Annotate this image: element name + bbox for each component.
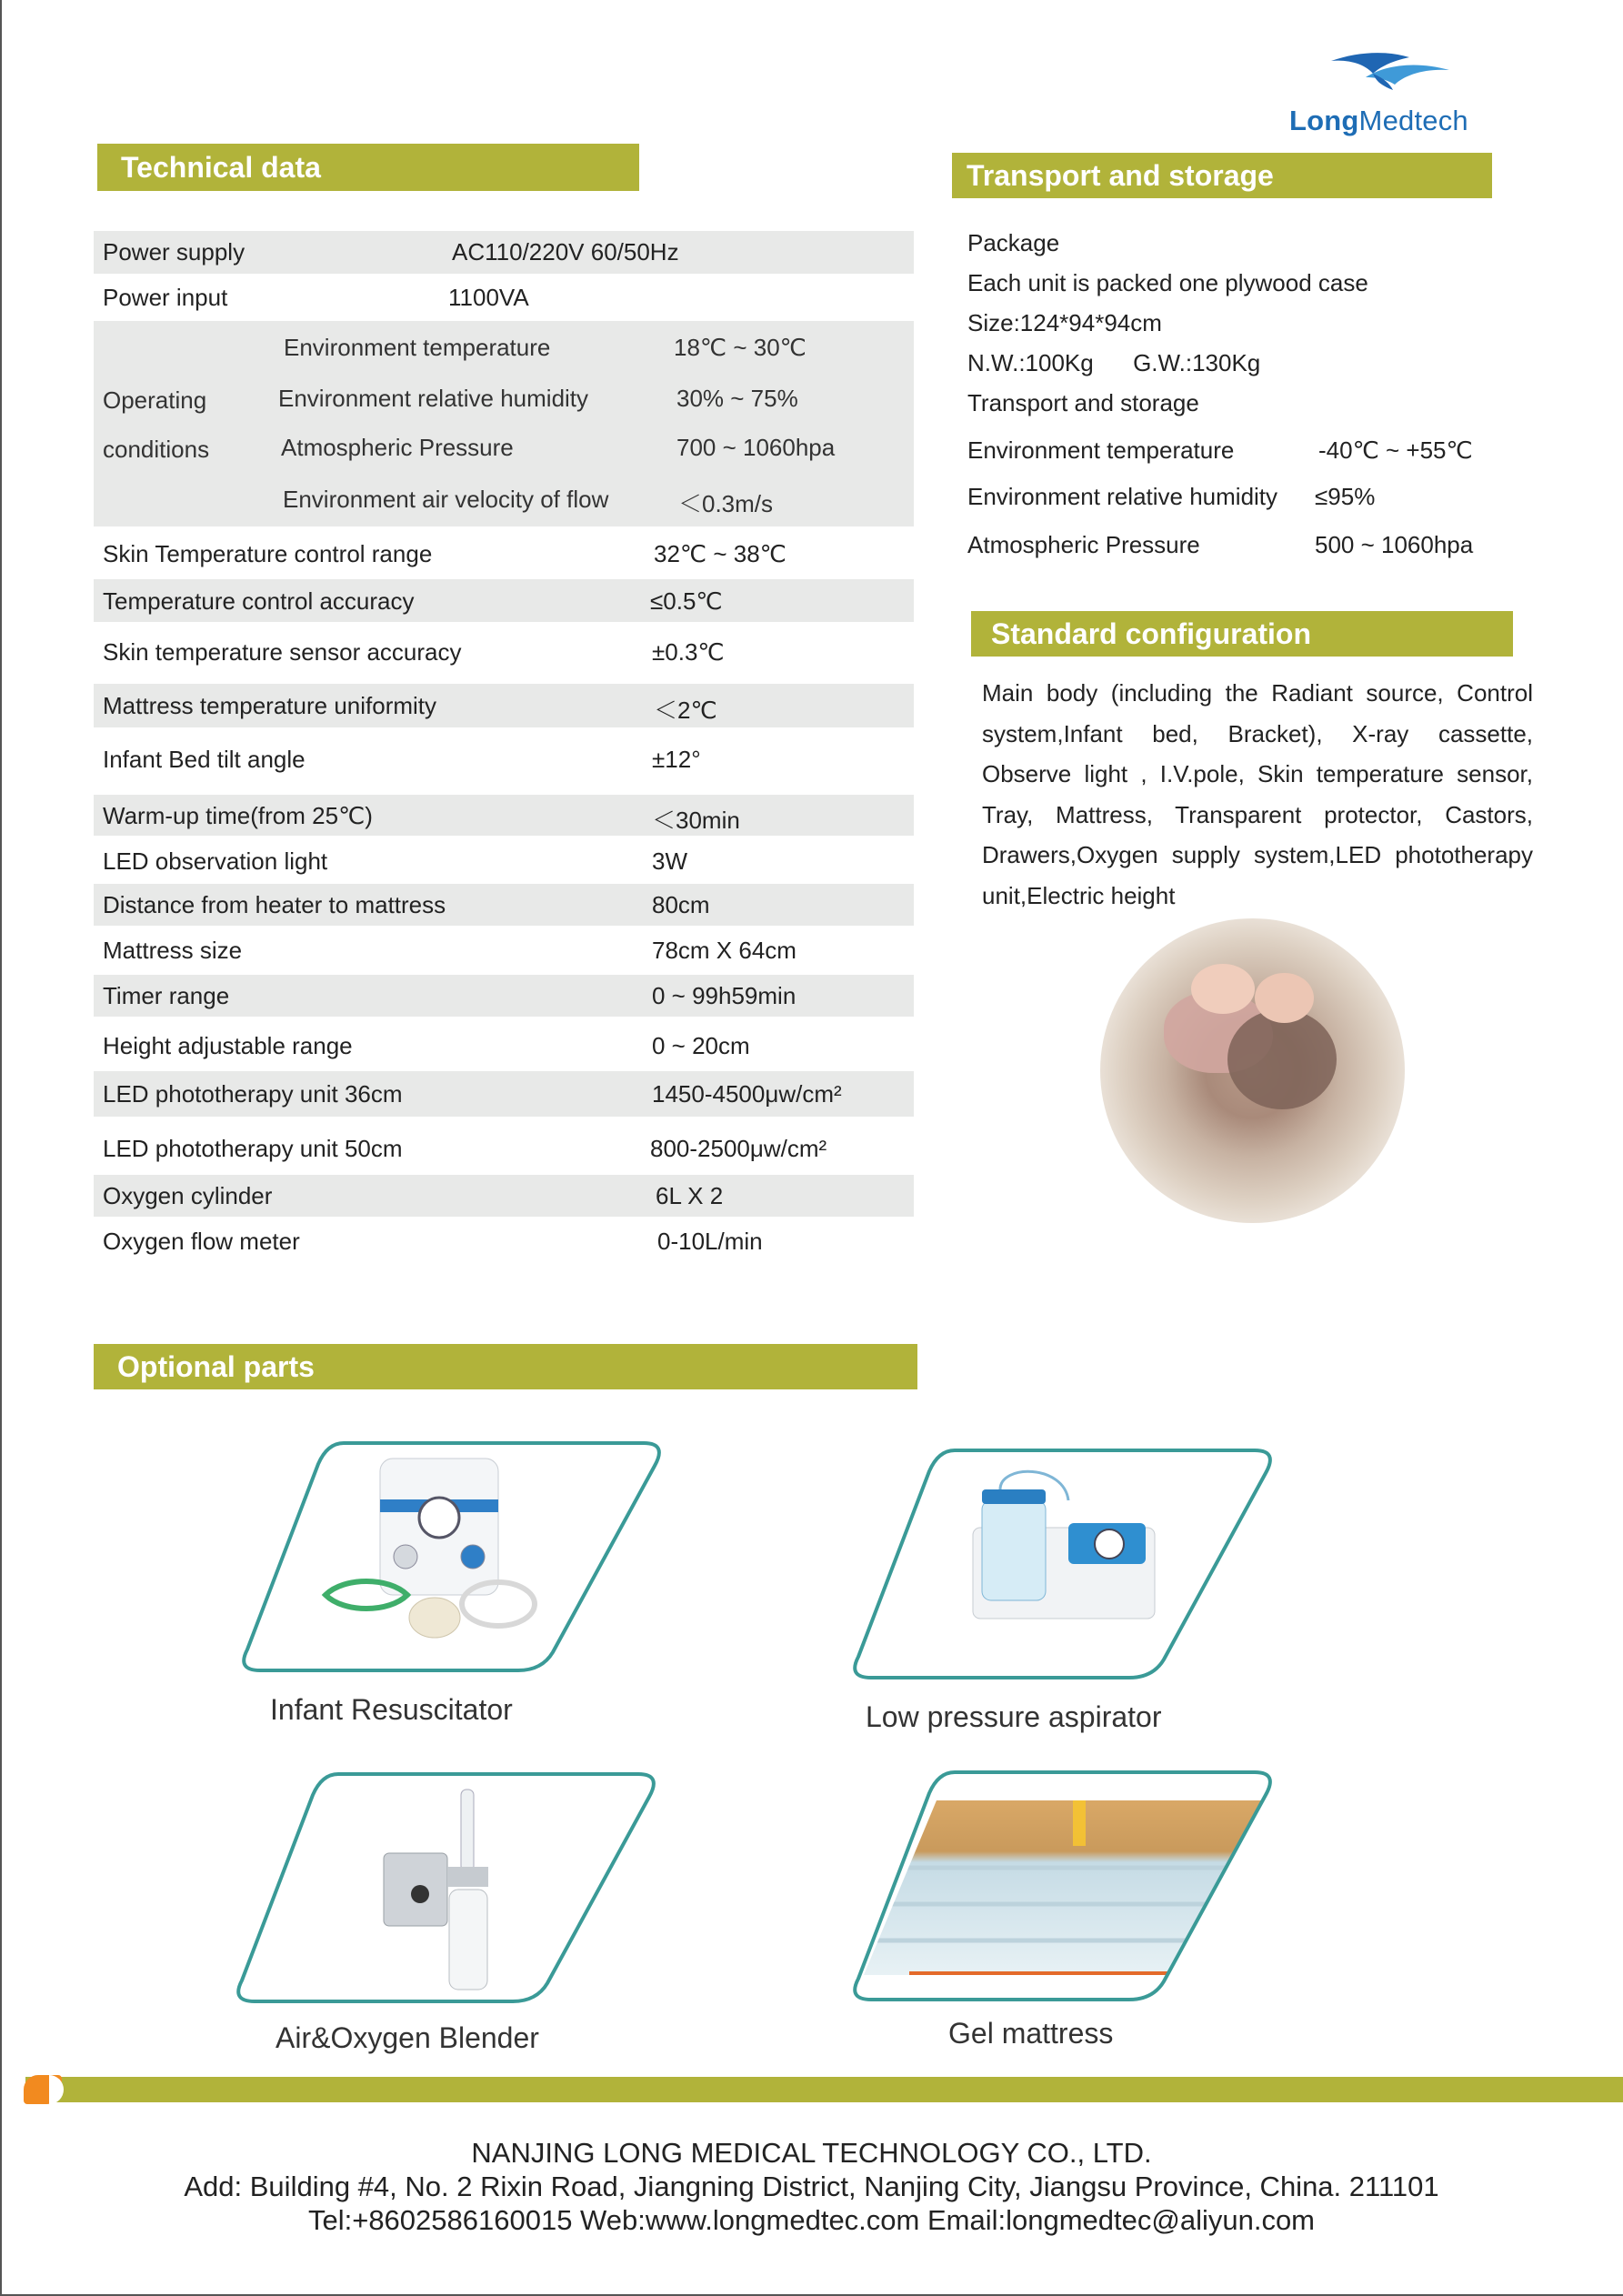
optional-part-card xyxy=(846,1446,1278,1682)
standard-configuration-header xyxy=(971,611,1513,657)
row-label: LED observation light xyxy=(103,847,328,875)
transport-condition-label: Environment relative humidity xyxy=(967,483,1278,510)
resuscitator-icon xyxy=(307,1449,562,1659)
row-value: ≤0.5℃ xyxy=(650,587,723,615)
bird-logo-icon xyxy=(1329,50,1452,100)
table-row xyxy=(94,929,914,971)
row-label: Oxygen cylinder xyxy=(103,1182,273,1209)
table-row xyxy=(94,736,914,783)
transport-line: Package xyxy=(967,229,1060,256)
optional-part-card xyxy=(229,1770,662,2006)
logo xyxy=(1282,50,1491,141)
row-value: 80cm xyxy=(652,891,710,918)
row-value: AC110/220V 60/50Hz xyxy=(452,238,679,266)
optional-part-card xyxy=(235,1439,667,1675)
row-value: 32℃ ~ 38℃ xyxy=(654,540,786,567)
op-pressure-label: Atmospheric Pressure xyxy=(281,434,514,461)
row-label: LED phototherapy unit 36cm xyxy=(103,1080,403,1108)
op-pressure-value: 700 ~ 1060hpa xyxy=(676,434,836,461)
transport-condition-value: 500 ~ 1060hpa xyxy=(1315,531,1474,558)
row-value: 1100VA xyxy=(448,284,529,311)
newborn-babies-image xyxy=(1100,918,1405,1223)
row-value: ±0.3℃ xyxy=(652,638,725,666)
technical-data-header xyxy=(97,144,639,191)
optional-parts-title: Optional parts xyxy=(117,1349,315,1383)
row-value: ＜2℃ xyxy=(654,697,717,724)
row-label: Infant Bed tilt angle xyxy=(103,746,306,773)
table-row xyxy=(94,975,914,1017)
optional-part-caption: Air&Oxygen Blender xyxy=(276,2021,539,2054)
row-value: 6L X 2 xyxy=(656,1182,724,1209)
table-row xyxy=(94,631,914,673)
row-label: LED phototherapy unit 50cm xyxy=(103,1135,403,1162)
row-label: Power input xyxy=(103,284,228,311)
footer-bar xyxy=(25,2077,1623,2102)
row-label: Timer range xyxy=(103,982,230,1009)
row-value: 0 ~ 20cm xyxy=(652,1032,750,1059)
operating-conditions-label: Operating conditions xyxy=(103,386,210,463)
row-value: 0-10L/min xyxy=(657,1228,763,1255)
transport-condition-value: -40℃ ~ +55℃ xyxy=(1318,436,1473,464)
footer-address: Add: Building #4, No. 2 Rixin Road, Jiangning District, Nanjing City, Jiangsu Province, China. 211101 xyxy=(184,2171,1439,2202)
table-row xyxy=(94,1220,914,1262)
table-row xyxy=(94,532,914,576)
aspirator-icon xyxy=(964,1464,1164,1646)
footer-contact: Tel:+8602586160015 Web:www.longmedtec.com Email:longmedtec@aliyun.com xyxy=(307,2204,1316,2236)
row-label: Skin Temperature control range xyxy=(103,540,433,567)
op-humidity-label: Environment relative humidity xyxy=(278,385,589,412)
transport-condition-value: ≤95% xyxy=(1315,483,1376,510)
row-value: 78cm X 64cm xyxy=(652,937,796,964)
row-label: Temperature control accuracy xyxy=(103,587,415,615)
standard-configuration-title: Standard configuration xyxy=(991,617,1311,650)
technical-data-title: Technical data xyxy=(121,150,321,184)
standard-configuration-text: Main body (including the Radiant source, Control system,Infant bed, Bracket), X-ray cassette, Observe light , I.V.pole, Skin temperature sensor, Tray, Mattress, Transparent protector, Castors, Drawers,Oxygen supply system,LED phototherapy unit,Electric height xyxy=(982,679,1533,909)
op-env-temp-value: 18℃ ~ 30℃ xyxy=(674,334,806,361)
row-value: 0 ~ 99h59min xyxy=(652,982,796,1009)
logo-text: LongMedtech xyxy=(1289,105,1468,136)
row-value: 800-2500μw/cm² xyxy=(650,1135,827,1162)
row-label: Oxygen flow meter xyxy=(103,1228,300,1255)
transport-line: Size:124*94*94cm xyxy=(967,309,1162,336)
transport-line: N.W.:100Kg G.W.:130Kg xyxy=(967,349,1261,376)
row-label: Mattress temperature uniformity xyxy=(103,692,437,719)
optional-parts-header xyxy=(94,1344,917,1389)
transport-storage-title: Transport and storage xyxy=(967,158,1274,192)
row-value: ＜30min xyxy=(652,807,740,834)
table-row xyxy=(94,579,914,622)
op-humidity-value: 30% ~ 75% xyxy=(676,385,798,412)
transport-line: Each unit is packed one plywood case xyxy=(967,269,1368,296)
row-value: 3W xyxy=(652,847,687,875)
table-row xyxy=(94,884,914,926)
table-row xyxy=(94,840,914,882)
op-air-velocity-label: Environment air velocity of flow xyxy=(283,486,609,513)
optional-part-caption: Low pressure aspirator xyxy=(866,1700,1162,1733)
row-label: Distance from heater to mattress xyxy=(103,891,446,918)
table-row xyxy=(94,1022,914,1069)
optional-part-card xyxy=(846,1768,1278,2004)
transport-storage-header xyxy=(952,153,1492,198)
row-label: Power supply xyxy=(103,238,245,266)
row-value: 1450-4500μw/cm² xyxy=(652,1080,842,1108)
row-label: Skin temperature sensor accuracy xyxy=(103,638,462,666)
row-value: ±12° xyxy=(652,746,701,773)
table-row xyxy=(94,231,914,274)
footer-company: NANJING LONG MEDICAL TECHNOLOGY CO., LTD. xyxy=(471,2137,1152,2169)
table-row xyxy=(94,1071,914,1117)
transport-condition-label: Environment temperature xyxy=(967,436,1235,464)
operating-conditions-block xyxy=(94,321,914,526)
row-label: Mattress size xyxy=(103,937,243,964)
transport-condition-label: Atmospheric Pressure xyxy=(967,531,1200,558)
table-row xyxy=(94,795,914,836)
row-label: Height adjustable range xyxy=(103,1032,353,1059)
table-row xyxy=(94,1175,914,1217)
transport-line: Transport and storage xyxy=(967,389,1199,416)
blender-icon xyxy=(375,1780,511,1999)
optional-part-caption: Gel mattress xyxy=(948,2017,1114,2050)
table-row xyxy=(94,684,914,727)
table-row xyxy=(94,276,914,318)
optional-part-caption: Infant Resuscitator xyxy=(270,1693,513,1726)
op-env-temp-label: Environment temperature xyxy=(284,334,551,361)
table-row xyxy=(94,1126,914,1171)
op-air-velocity-value: ＜0.3m/s xyxy=(678,490,774,517)
row-label: Warm-up time(from 25℃) xyxy=(103,802,373,829)
